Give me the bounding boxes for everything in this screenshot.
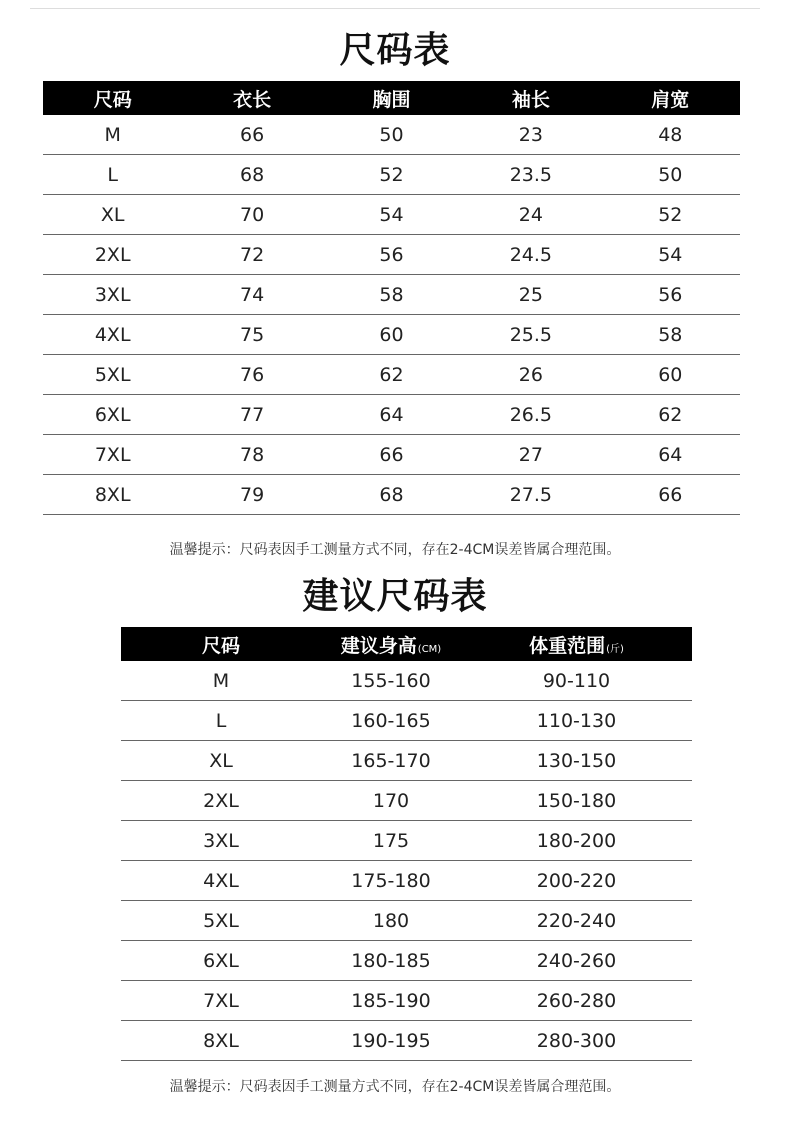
- cell-shoulder: 54: [601, 235, 740, 275]
- table-row: [121, 781, 692, 821]
- cell-size: 7XL: [121, 981, 321, 1021]
- cell-sleeve: 24: [461, 195, 600, 235]
- cell-sleeve: 24.5: [461, 235, 600, 275]
- recommend-chart-header-row: [121, 627, 692, 661]
- cell-chest: 56: [322, 235, 461, 275]
- table-row: [121, 981, 692, 1021]
- header-unit: (CM): [417, 643, 442, 655]
- cell-height: 160-165: [321, 701, 461, 741]
- header-weight: [461, 627, 692, 661]
- cell-length: 72: [182, 235, 321, 275]
- cell-weight: 110-130: [461, 701, 692, 741]
- cell-height: 175-180: [321, 861, 461, 901]
- cell-chest: 60: [322, 315, 461, 355]
- cell-size: 2XL: [121, 781, 321, 821]
- cell-chest: 66: [322, 435, 461, 475]
- cell-shoulder: 48: [601, 115, 740, 155]
- cell-size: M: [121, 661, 321, 701]
- cell-size: 6XL: [121, 941, 321, 981]
- cell-shoulder: 58: [601, 315, 740, 355]
- cell-chest: 54: [322, 195, 461, 235]
- cell-sleeve: 23: [461, 115, 600, 155]
- table-row: [121, 661, 692, 701]
- header-size: 尺码: [43, 81, 182, 115]
- table-row: [43, 475, 740, 515]
- cell-weight: 90-110: [461, 661, 692, 701]
- cell-sleeve: 27.5: [461, 475, 600, 515]
- header-label: 建议身高: [340, 634, 417, 657]
- cell-chest: 58: [322, 275, 461, 315]
- cell-weight: 280-300: [461, 1021, 692, 1061]
- cell-size: 4XL: [43, 315, 182, 355]
- cell-sleeve: 26.5: [461, 395, 600, 435]
- table-row: [43, 355, 740, 395]
- table-row: [121, 901, 692, 941]
- cell-shoulder: 60: [601, 355, 740, 395]
- table-row: [43, 115, 740, 155]
- table-row: [43, 195, 740, 235]
- table-row: [43, 235, 740, 275]
- cell-length: 76: [182, 355, 321, 395]
- cell-length: 75: [182, 315, 321, 355]
- cell-weight: 150-180: [461, 781, 692, 821]
- cell-shoulder: 62: [601, 395, 740, 435]
- cell-sleeve: 25: [461, 275, 600, 315]
- top-divider: [30, 8, 760, 9]
- cell-length: 77: [182, 395, 321, 435]
- cell-shoulder: 52: [601, 195, 740, 235]
- table-row: [121, 941, 692, 981]
- cell-length: 68: [182, 155, 321, 195]
- cell-sleeve: 26: [461, 355, 600, 395]
- table-row: [121, 821, 692, 861]
- cell-height: 175: [321, 821, 461, 861]
- cell-weight: 260-280: [461, 981, 692, 1021]
- header-length: 衣长: [182, 81, 321, 115]
- table-row: [121, 861, 692, 901]
- cell-chest: 64: [322, 395, 461, 435]
- cell-weight: 200-220: [461, 861, 692, 901]
- cell-sleeve: 25.5: [461, 315, 600, 355]
- cell-height: 155-160: [321, 661, 461, 701]
- cell-weight: 180-200: [461, 821, 692, 861]
- header-height: [321, 627, 461, 661]
- cell-sleeve: 23.5: [461, 155, 600, 195]
- recommend-chart-title: 建议尺码表: [302, 576, 488, 617]
- size-chart-header-row: [43, 81, 740, 115]
- cell-size: 5XL: [121, 901, 321, 941]
- table-row: [43, 315, 740, 355]
- cell-shoulder: 56: [601, 275, 740, 315]
- size-chart-body: [43, 115, 740, 515]
- cell-length: 78: [182, 435, 321, 475]
- size-chart-table: [43, 81, 740, 515]
- table-row: [43, 155, 740, 195]
- size-chart-title: 尺码表: [339, 30, 451, 71]
- header-chest: 胸围: [322, 81, 461, 115]
- recommend-chart-note: 温馨提示：尺码表因手工测量方式不同，存在2-4CM误差皆属合理范围。: [169, 1079, 621, 1095]
- header-sleeve: 袖长: [461, 81, 600, 115]
- header-unit: (斤): [606, 643, 624, 655]
- cell-size: 7XL: [43, 435, 182, 475]
- cell-chest: 68: [322, 475, 461, 515]
- cell-size: XL: [43, 195, 182, 235]
- cell-shoulder: 64: [601, 435, 740, 475]
- cell-height: 180: [321, 901, 461, 941]
- recommend-chart-body: [121, 661, 692, 1061]
- table-row: [121, 741, 692, 781]
- cell-sleeve: 27: [461, 435, 600, 475]
- cell-shoulder: 66: [601, 475, 740, 515]
- cell-size: 2XL: [43, 235, 182, 275]
- cell-chest: 50: [322, 115, 461, 155]
- cell-height: 190-195: [321, 1021, 461, 1061]
- cell-height: 180-185: [321, 941, 461, 981]
- cell-size: L: [121, 701, 321, 741]
- header-label: 体重范围: [529, 634, 606, 657]
- cell-size: L: [43, 155, 182, 195]
- cell-length: 70: [182, 195, 321, 235]
- cell-size: 8XL: [43, 475, 182, 515]
- cell-shoulder: 50: [601, 155, 740, 195]
- table-row: [43, 275, 740, 315]
- cell-size: 4XL: [121, 861, 321, 901]
- recommend-chart-table: [121, 627, 692, 1061]
- cell-length: 66: [182, 115, 321, 155]
- cell-weight: 130-150: [461, 741, 692, 781]
- cell-weight: 220-240: [461, 901, 692, 941]
- cell-size: 6XL: [43, 395, 182, 435]
- cell-size: XL: [121, 741, 321, 781]
- header-shoulder: 肩宽: [601, 81, 740, 115]
- cell-size: 3XL: [121, 821, 321, 861]
- table-row: [121, 1021, 692, 1061]
- cell-size: 8XL: [121, 1021, 321, 1061]
- cell-height: 170: [321, 781, 461, 821]
- table-row: [43, 435, 740, 475]
- cell-height: 185-190: [321, 981, 461, 1021]
- cell-chest: 52: [322, 155, 461, 195]
- cell-chest: 62: [322, 355, 461, 395]
- cell-weight: 240-260: [461, 941, 692, 981]
- cell-length: 74: [182, 275, 321, 315]
- size-chart-note: 温馨提示：尺码表因手工测量方式不同，存在2-4CM误差皆属合理范围。: [169, 542, 621, 558]
- cell-size: 5XL: [43, 355, 182, 395]
- header-size: [121, 627, 321, 661]
- table-row: [43, 395, 740, 435]
- cell-size: M: [43, 115, 182, 155]
- cell-length: 79: [182, 475, 321, 515]
- cell-size: 3XL: [43, 275, 182, 315]
- table-row: [121, 701, 692, 741]
- cell-height: 165-170: [321, 741, 461, 781]
- header-label: 尺码: [201, 634, 240, 657]
